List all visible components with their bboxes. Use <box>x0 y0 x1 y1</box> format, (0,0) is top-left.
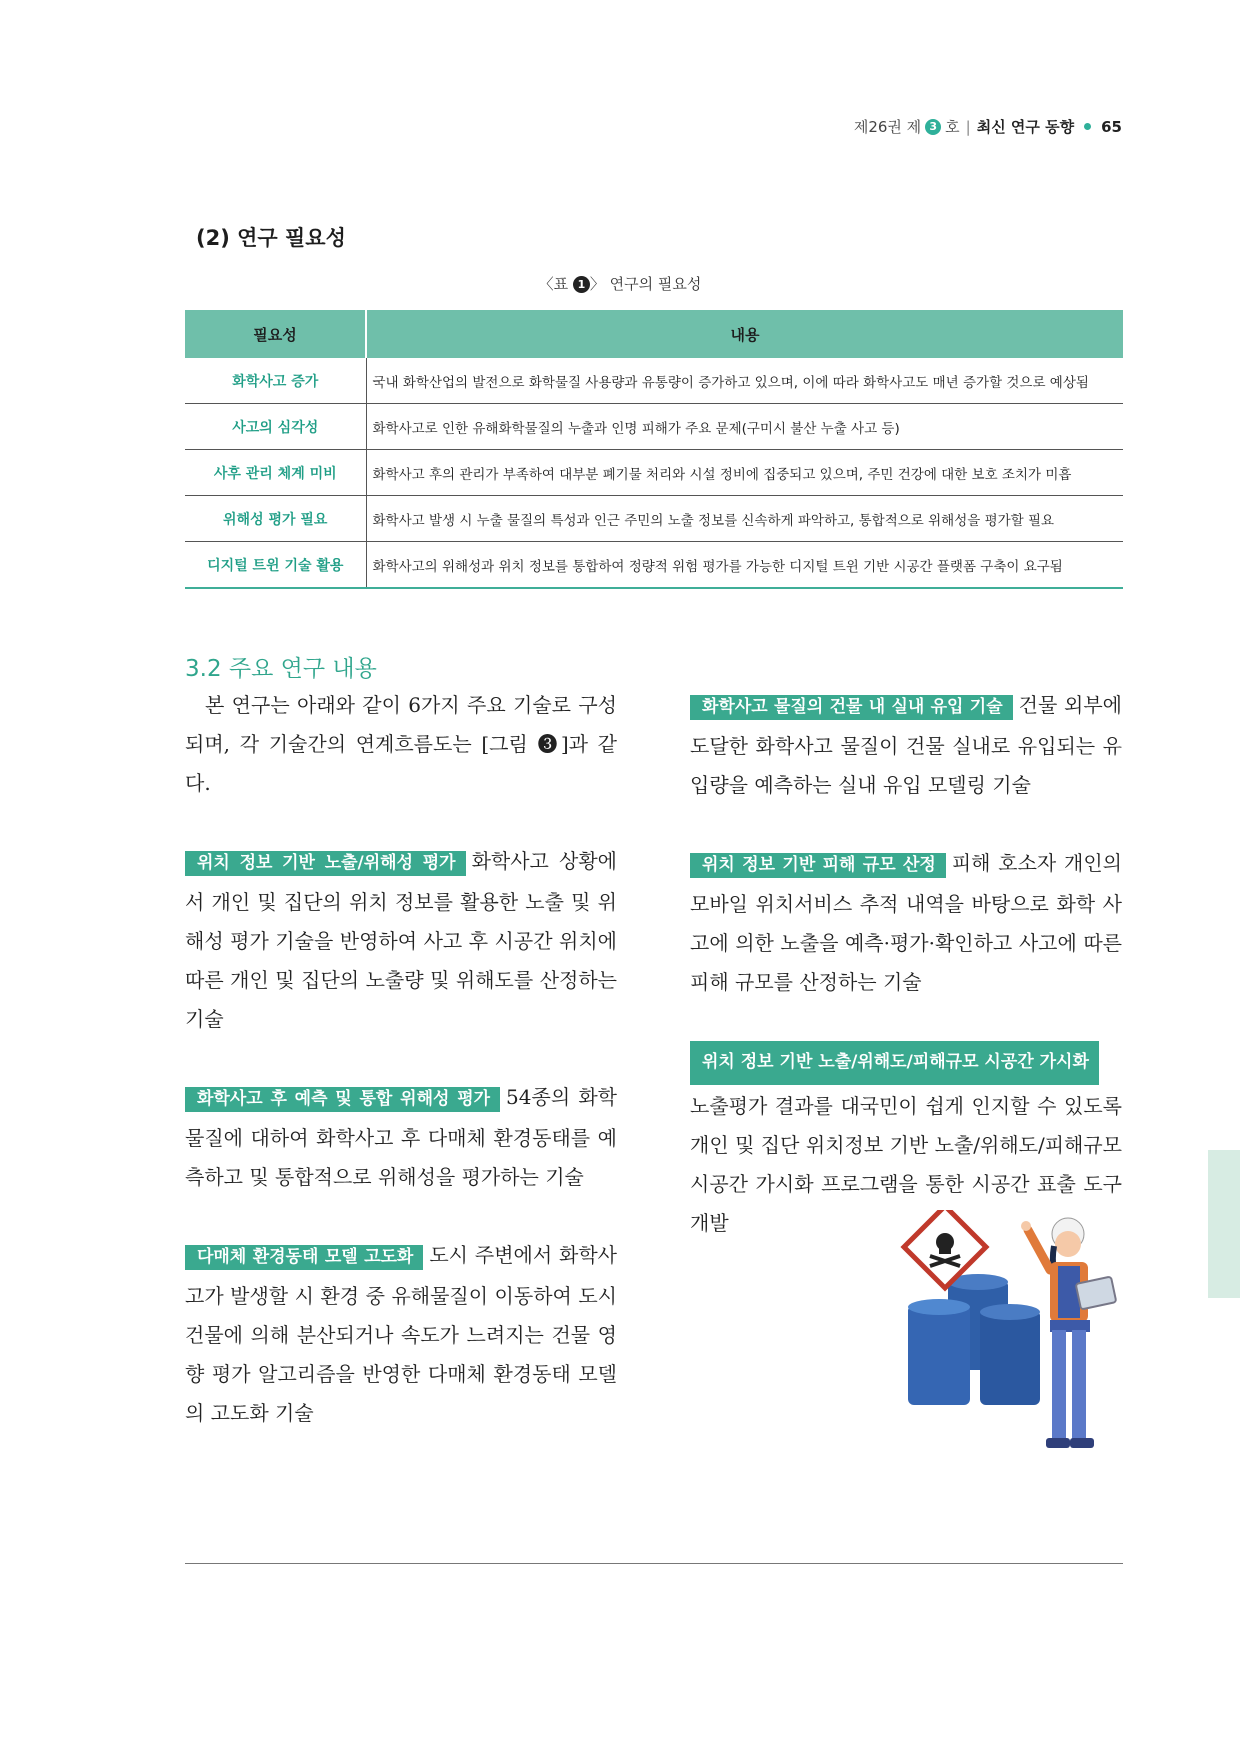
chemical-worker-illustration <box>888 1210 1128 1500</box>
table-row <box>185 450 1123 496</box>
item-text: 노출평가 결과를 대국민이 쉽게 인지할 수 있도록 개인 및 집단 위치정보 기반 노출/위해도/피해규모 시공간 가시화 프로그램을 통한 시공간 표출 도구 개발 <box>690 1094 1122 1235</box>
table-header-cell: 필요성 <box>185 310 366 358</box>
table-key-cell: 사후 관리 체계 미비 <box>185 450 366 496</box>
left-column <box>185 686 617 1472</box>
footer-rule <box>185 1563 1123 1564</box>
table-key-cell: 디지털 트윈 기술 활용 <box>185 542 366 589</box>
item-text: 54종의 화학물질에 대하여 화학사고 후 다매체 환경동태를 예측하고 및 통합적으로 위해성을 평가하는 기술 <box>185 1085 617 1189</box>
table-row <box>185 358 1123 404</box>
item-tag: 다매체 환경동태 모델 고도화 <box>185 1245 423 1270</box>
item-text: 도시 주변에서 화학사고가 발생할 시 환경 중 유해물질이 이동하여 도시 건물에 의해 분산되거나 속도가 느려지는 건물 영향 평가 알고리즘을 반영한 다매체 환경동태 모델의 고도화 기술 <box>185 1243 617 1425</box>
header-dot-icon <box>1084 123 1091 130</box>
barrel-icon <box>908 1274 1040 1405</box>
table-caption <box>0 273 1240 294</box>
header-section: 최신 연구 동향 <box>976 118 1075 136</box>
running-header <box>854 116 1122 137</box>
item-paragraph <box>690 686 1122 805</box>
header-volume: 제26권 제 <box>853 118 922 136</box>
item-text: 화학사고 상황에서 개인 및 집단의 위치 정보를 활용한 노출 및 위해성 평가 기술을 반영하여 사고 후 시공간 위치에 따른 개인 및 집단의 노출량 및 위해도를 산정하는 기술 <box>185 849 617 1031</box>
table-value-cell: 국내 화학산업의 발전으로 화학물질 사용량과 유통량이 증가하고 있으며, 이에 따라 화학사고도 매년 증가할 것으로 예상됨 <box>366 358 1123 404</box>
item-paragraph <box>185 842 617 1039</box>
page-number: 65 <box>1101 117 1122 136</box>
item-paragraph <box>185 1078 617 1197</box>
header-issue-suffix: 호 <box>945 118 960 136</box>
item-text: 건물 외부에 도달한 화학사고 물질이 건물 실내로 유입되는 유입량을 예측하는 실내 유입 모델링 기술 <box>690 693 1122 797</box>
item-tag: 위치 정보 기반 노출/위해성 평가 <box>185 851 466 876</box>
necessity-table <box>185 310 1123 589</box>
item-paragraph <box>185 1236 617 1433</box>
item-tag: 위치 정보 기반 피해 규모 산정 <box>690 853 946 878</box>
table-key-cell: 사고의 심각성 <box>185 404 366 450</box>
table-row <box>185 542 1123 589</box>
subsection-title: 3.2 주요 연구 내용 <box>185 656 377 682</box>
table-value-cell: 화학사고로 인한 유해화학물질의 누출과 인명 피해가 주요 문제(구미시 불산 누출 사고 등) <box>366 404 1123 450</box>
caption-prefix: 〈표 <box>538 275 569 293</box>
section-title: (2) 연구 필요성 <box>196 226 346 250</box>
item-tag: 위치 정보 기반 노출/위해도/피해규모 시공간 가시화 <box>690 1041 1099 1085</box>
item-paragraph <box>690 844 1122 1002</box>
item-text: 피해 호소자 개인의 모바일 위치서비스 추적 내역을 바탕으로 화학 사고에 의한 노출을 예측·평가·확인하고 사고에 따른 피해 규모를 산정하는 기술 <box>690 851 1122 994</box>
item-tag: 화학사고 물질의 건물 내 실내 유입 기술 <box>690 695 1013 720</box>
table-value-cell: 화학사고 후의 관리가 부족하여 대부분 폐기물 처리와 시설 정비에 집중되고 있으며, 주민 건강에 대한 보호 조치가 미흡 <box>366 450 1123 496</box>
caption-suffix: 〉 연구의 필요성 <box>589 275 702 293</box>
table-value-cell: 화학사고 발생 시 누출 물질의 특성과 인근 주민의 노출 정보를 신속하게 파악하고, 통합적으로 위해성을 평가할 필요 <box>366 496 1123 542</box>
table-row <box>185 404 1123 450</box>
issue-number-badge: 3 <box>925 119 941 135</box>
table-header-cell: 내용 <box>366 310 1123 358</box>
intro-paragraph: 본 연구는 아래와 같이 6가지 주요 기술로 구성되며, 각 기술간의 연계흐름도는 [그림 ❸]과 같다. <box>185 693 617 795</box>
table-row <box>185 496 1123 542</box>
table-key-cell: 화학사고 증가 <box>185 358 366 404</box>
right-column <box>690 686 1122 1282</box>
table-key-cell: 위해성 평가 필요 <box>185 496 366 542</box>
header-separator: | <box>965 117 971 136</box>
side-tab <box>1208 1150 1240 1298</box>
table-header-row <box>185 310 1123 358</box>
item-tag: 화학사고 후 예측 및 통합 위해성 평가 <box>185 1087 500 1112</box>
caption-number-badge: 1 <box>573 276 590 293</box>
table-value-cell: 화학사고의 위해성과 위치 정보를 통합하여 정량적 위험 평가를 가능한 디지털 트윈 기반 시공간 플랫폼 구축이 요구됨 <box>366 542 1123 589</box>
